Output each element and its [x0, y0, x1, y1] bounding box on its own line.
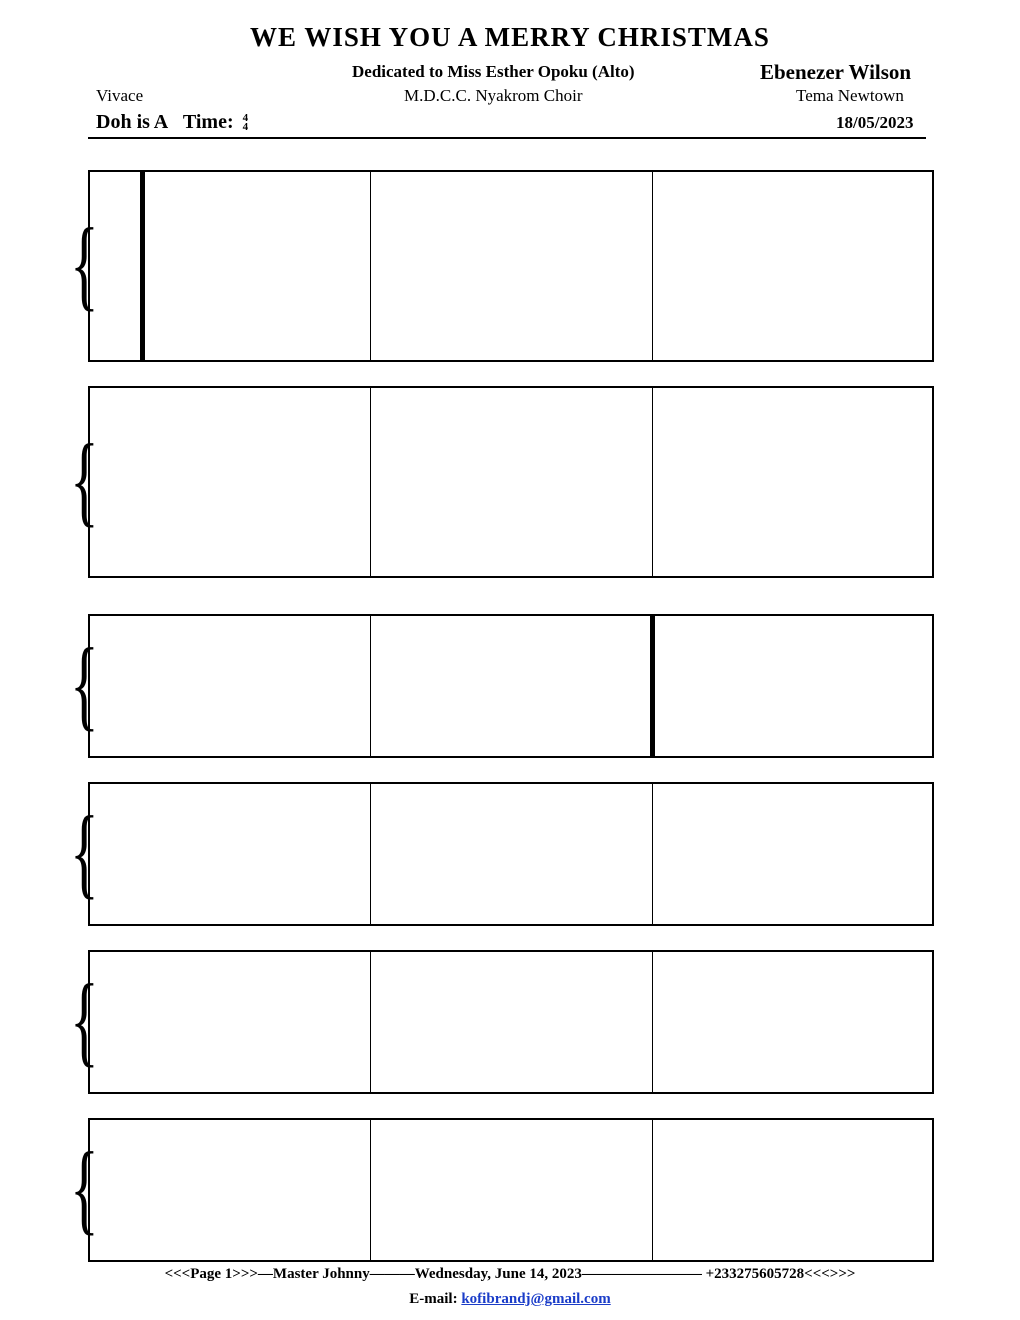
page-title: WE WISH YOU A MERRY CHRISTMAS: [250, 22, 770, 52]
key-signature: [96, 111, 248, 134]
system-1: [88, 170, 934, 362]
system-brace: {: [70, 423, 99, 537]
barline: [652, 782, 653, 926]
barline: [140, 170, 145, 362]
barline: [370, 170, 371, 362]
date: 18/05/2023: [836, 113, 914, 132]
barline: [370, 386, 371, 578]
email-link[interactable]: kofibrandj@gmail.com: [461, 1291, 611, 1307]
location: Tema Newtown: [796, 86, 904, 105]
system-5: [88, 950, 934, 1094]
volta-divider: [650, 614, 655, 758]
barline: [652, 170, 653, 362]
time-label: Time:: [182, 111, 234, 133]
system-6: [88, 1118, 934, 1262]
barline: [652, 950, 653, 1094]
composer: Ebenezer Wilson: [760, 60, 912, 84]
key-label: Doh is A: [96, 111, 169, 133]
system-4: [88, 782, 934, 926]
footer: <<<Page 1>>>—Master Johnny———Wednesday, June 14, 2023———————— +233275605728<<<>>>: [164, 1266, 856, 1282]
system-brace: {: [70, 963, 99, 1077]
system-3: [88, 614, 934, 758]
system-brace: {: [70, 1131, 99, 1245]
time-top: 4: [242, 112, 249, 125]
system-brace: {: [70, 795, 99, 909]
system-brace: {: [70, 627, 99, 741]
system-brace: {: [70, 207, 99, 321]
tempo: Vivace: [96, 86, 144, 105]
barline: [652, 1118, 653, 1262]
choir-name: M.D.C.C. Nyakrom Choir: [404, 86, 583, 105]
barline: [370, 782, 371, 926]
barline: [370, 1118, 371, 1262]
barline: [370, 950, 371, 1094]
header-rule: [88, 137, 926, 139]
footer-contact: [0, 1291, 1020, 1308]
barline: [652, 386, 653, 578]
time-bottom: 4: [242, 121, 249, 134]
time-signature: [243, 114, 249, 132]
barline: [370, 614, 371, 758]
system-2: [88, 386, 934, 578]
email-label: E-mail:: [409, 1291, 458, 1307]
dedication: Dedicated to Miss Esther Opoku (Alto): [352, 62, 635, 81]
